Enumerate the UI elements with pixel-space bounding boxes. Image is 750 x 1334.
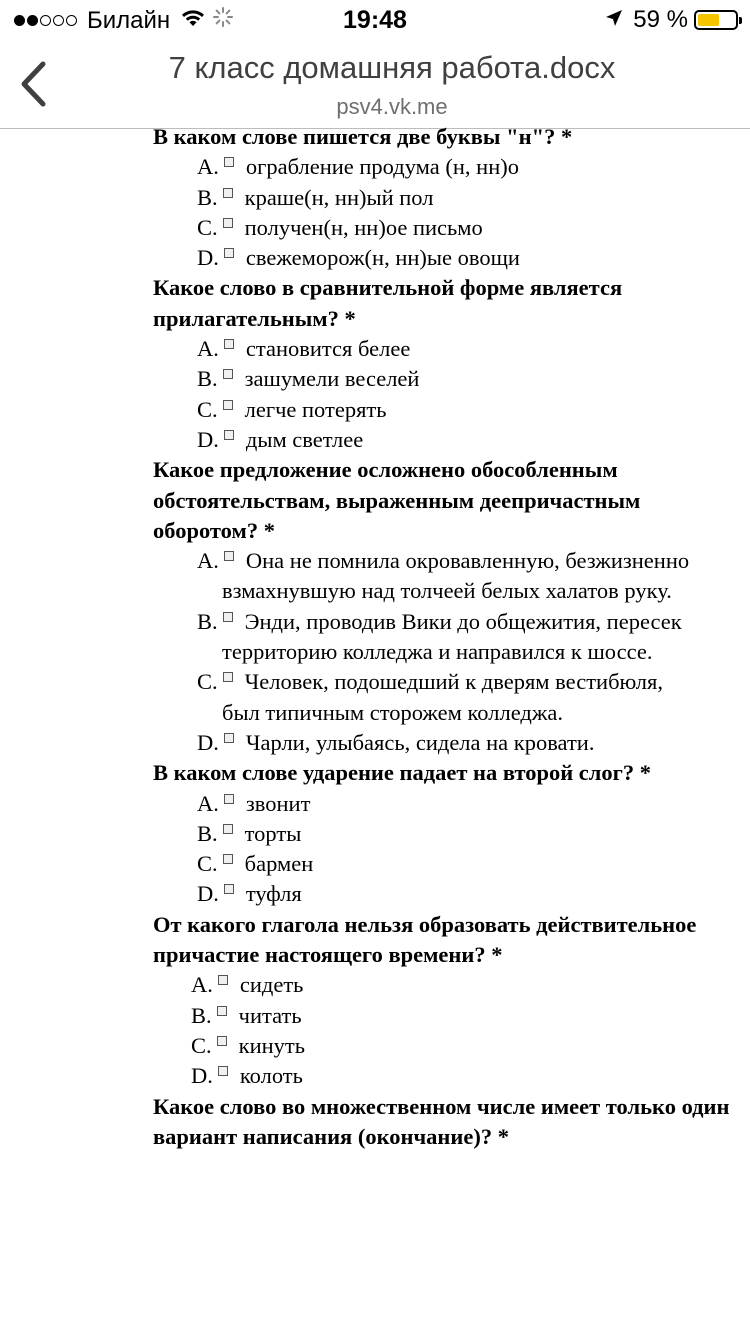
navigation-bar: [0, 40, 750, 129]
option-text: Энди, проводив Вики до общежития, пересек территорию колледжа и направился к шоссе.: [222, 608, 682, 665]
answer-options: [0, 152, 750, 273]
answer-option[interactable]: [0, 1031, 750, 1061]
document-source: psv4.vk.me: [336, 94, 448, 119]
checkbox-icon[interactable]: [223, 612, 233, 622]
option-letter: D.: [197, 245, 219, 271]
option-letter: B.: [197, 184, 218, 210]
option-letter: D.: [197, 426, 219, 452]
checkbox-icon[interactable]: [224, 248, 234, 258]
question-block: [0, 273, 750, 455]
question-text: Какое слово в сравнительной форме является прилагательным? *: [153, 275, 623, 331]
option-letter: B.: [197, 820, 218, 846]
answer-option[interactable]: [0, 425, 750, 455]
checkbox-icon[interactable]: [223, 218, 233, 228]
option-text: сидеть: [239, 972, 304, 998]
answer-options: [0, 546, 750, 758]
answer-option[interactable]: [0, 152, 750, 182]
option-letter: A.: [191, 972, 213, 998]
option-text: читать: [238, 1002, 302, 1028]
option-text: ограбление продума (н, нн)о: [245, 154, 519, 180]
option-text: дым светлее: [245, 426, 364, 452]
option-text: Человек, подошедший к дверям вестибюля, был типичным сторожем колледжа.: [222, 669, 663, 725]
checkbox-icon[interactable]: [224, 733, 234, 743]
question-text: От какого глагола нельзя образовать действительное причастие настоящего времени? *: [153, 911, 697, 968]
question-block: [0, 910, 750, 1092]
option-letter: B.: [197, 608, 218, 634]
option-text: свежеморож(н, нн)ые овощи: [245, 245, 520, 271]
option-text: кинуть: [238, 1032, 305, 1058]
checkbox-icon[interactable]: [218, 975, 228, 985]
checkbox-icon[interactable]: [224, 157, 234, 167]
question-block: [0, 455, 750, 758]
option-letter: D.: [197, 881, 219, 907]
carrier-name: Билайн: [87, 6, 171, 34]
answer-option[interactable]: [0, 395, 750, 425]
option-letter: C.: [191, 1032, 212, 1058]
checkbox-icon[interactable]: [218, 1066, 228, 1076]
option-letter: D.: [191, 1063, 213, 1089]
checkbox-icon[interactable]: [223, 400, 233, 410]
question-text: Какое предложение осложнено обособленным обстоятельствам, выраженным деепричастным оборотом? *: [153, 457, 641, 543]
option-text: звонит: [245, 790, 311, 816]
answer-option[interactable]: [0, 849, 750, 879]
checkbox-icon[interactable]: [223, 369, 233, 379]
question-block: [0, 758, 750, 909]
option-letter: C.: [197, 851, 218, 877]
option-text: колоть: [239, 1063, 303, 1089]
question-block: [0, 1092, 750, 1153]
checkbox-icon[interactable]: [224, 794, 234, 804]
answer-option[interactable]: [0, 364, 750, 394]
checkbox-icon[interactable]: [217, 1036, 227, 1046]
status-time: 19:48: [343, 6, 407, 34]
option-letter: C.: [197, 396, 218, 422]
option-letter: B.: [197, 366, 218, 392]
document-title: 7 класс домашняя работа.docx: [168, 50, 616, 85]
option-text: Чарли, улыбаясь, сидела на кровати.: [245, 729, 595, 755]
checkbox-icon[interactable]: [224, 884, 234, 894]
answer-option[interactable]: [0, 667, 750, 728]
checkbox-icon[interactable]: [223, 824, 233, 834]
answer-option[interactable]: [0, 183, 750, 213]
option-text: становится белее: [245, 336, 411, 362]
answer-options: [0, 334, 750, 455]
option-letter: B.: [191, 1002, 212, 1028]
battery-level-fill: [698, 14, 719, 26]
question-text: В каком слове пишется две буквы "н"? *: [153, 124, 573, 149]
answer-option[interactable]: [0, 789, 750, 819]
checkbox-icon[interactable]: [217, 1006, 227, 1016]
location-arrow-icon: [605, 6, 623, 34]
answer-option[interactable]: [0, 879, 750, 909]
option-text: краше(н, нн)ый пол: [244, 184, 434, 210]
answer-option[interactable]: [0, 1001, 750, 1031]
battery-percent: 59 %: [633, 6, 688, 33]
option-letter: C.: [197, 214, 218, 240]
question-text: В каком слове ударение падает на второй слог? *: [153, 760, 652, 786]
status-bar: [0, 0, 750, 40]
answer-option[interactable]: [0, 607, 750, 668]
checkbox-icon[interactable]: [224, 551, 234, 561]
answer-options: [0, 970, 750, 1091]
option-letter: A.: [197, 790, 219, 816]
answer-option[interactable]: [0, 970, 750, 1000]
question-text: Какое слово во множественном числе имеет только один вариант написания (окончание)? *: [153, 1093, 730, 1149]
checkbox-icon[interactable]: [224, 430, 234, 440]
answer-option[interactable]: [0, 334, 750, 364]
battery-icon: [694, 10, 738, 30]
answer-option[interactable]: [0, 213, 750, 243]
option-letter: C.: [197, 669, 218, 695]
answer-options: [0, 789, 750, 910]
option-letter: D.: [197, 729, 219, 755]
option-text: бармен: [244, 851, 314, 877]
checkbox-icon[interactable]: [223, 854, 233, 864]
checkbox-icon[interactable]: [223, 672, 233, 682]
answer-option[interactable]: [0, 728, 750, 758]
option-text: Она не помнила окровавленную, безжизненно взмахнувшую над толчеей белых халатов руку.: [222, 548, 690, 604]
answer-option[interactable]: [0, 819, 750, 849]
answer-option[interactable]: [0, 546, 750, 607]
option-text: зашумели веселей: [244, 366, 420, 392]
answer-option[interactable]: [0, 1061, 750, 1091]
option-text: получен(н, нн)ое письмо: [244, 214, 483, 240]
option-letter: A.: [197, 548, 219, 574]
option-letter: A.: [197, 154, 219, 180]
checkbox-icon[interactable]: [224, 339, 234, 349]
option-text: туфля: [245, 881, 302, 907]
checkbox-icon[interactable]: [223, 188, 233, 198]
option-letter: A.: [197, 336, 219, 362]
question-block: [0, 122, 750, 273]
option-text: торты: [244, 820, 302, 846]
document-content[interactable]: [0, 122, 750, 1334]
option-text: легче потерять: [244, 396, 387, 422]
answer-option[interactable]: [0, 243, 750, 273]
status-right: [605, 6, 738, 34]
